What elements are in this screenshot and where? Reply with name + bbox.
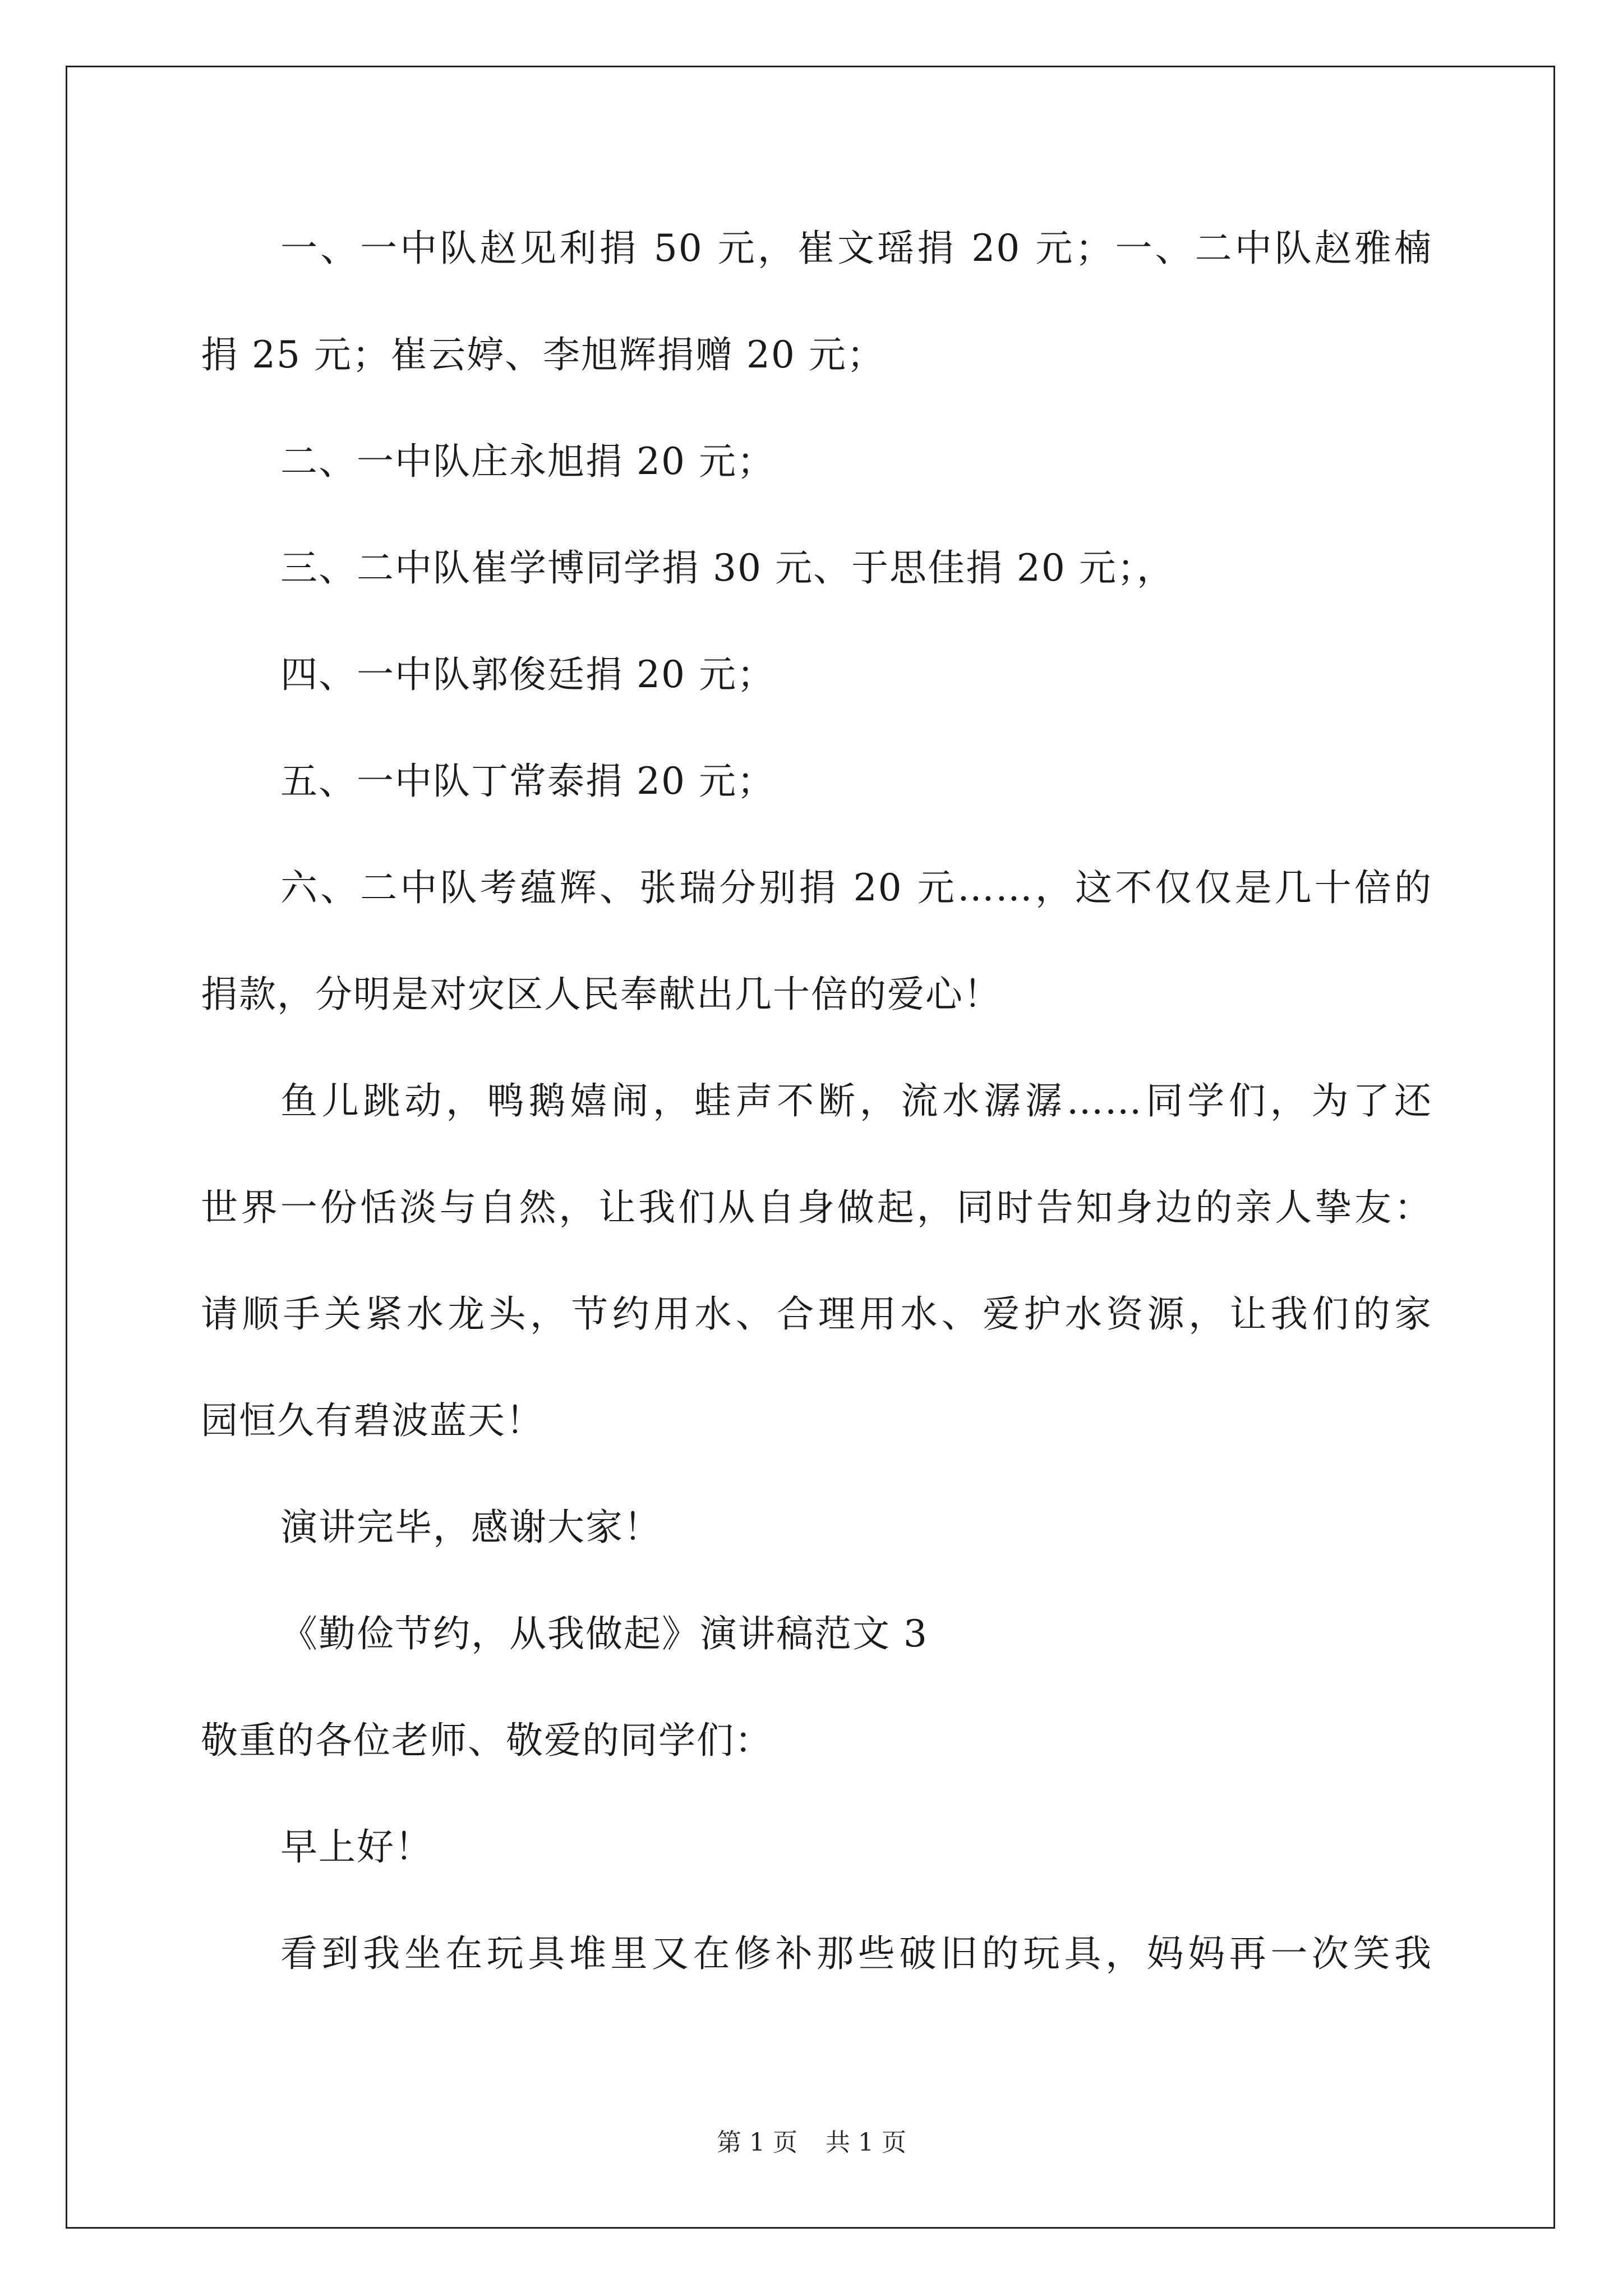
text-line: 五、一中队丁常泰捐 20 元； (280, 760, 775, 803)
text-line: 鱼儿跳动，鸭鹅嬉闹，蛙声不断，流水潺潺……同学们，为了还 (280, 1079, 1432, 1122)
document-body (201, 218, 1432, 2030)
text-line: 四、一中队郭俊廷捐 20 元； (280, 653, 775, 696)
text-line: 演讲完毕，感谢大家！ (280, 1506, 662, 1549)
page-number-current: 第 1 页 (717, 2128, 797, 2157)
text-line: 六、二中队考蕴辉、张瑞分别捐 20 元……，这不仅仅是几十倍的 (280, 866, 1432, 909)
text-line: 捐 25 元；崔云婷、李旭辉捐赠 20 元； (201, 333, 885, 376)
text-line: 请顺手关紧水龙头，节约用水、合理用水、爱护水资源，让我们的家 (201, 1292, 1432, 1336)
greeting: 早上好！ (280, 1825, 433, 1869)
page-footer (0, 2126, 1623, 2160)
salutation: 敬重的各位老师、敬爱的同学们： (201, 1719, 773, 1762)
section-title: 《勤俭节约，从我做起》演讲稿范文 3 (280, 1612, 928, 1655)
text-line: 看到我坐在玩具堆里又在修补那些破旧的玩具，妈妈再一次笑我 (280, 1932, 1432, 1975)
text-line: 一、一中队赵见利捐 50 元，崔文瑶捐 20 元；一、二中队赵雅楠 (280, 227, 1432, 270)
page-number-total: 共 1 页 (826, 2128, 906, 2157)
text-line: 三、二中队崔学博同学捐 30 元、于思佳捐 20 元；， (280, 546, 1175, 590)
text-line: 园恒久有碧波蓝天！ (201, 1399, 544, 1442)
text-line: 二、一中队庄永旭捐 20 元； (280, 440, 775, 483)
text-line: 捐款，分明是对灾区人民奉献出几十倍的爱心！ (201, 973, 1002, 1016)
text-line: 世界一份恬淡与自然，让我们从自身做起，同时告知身边的亲人挚友： (201, 1186, 1432, 1229)
